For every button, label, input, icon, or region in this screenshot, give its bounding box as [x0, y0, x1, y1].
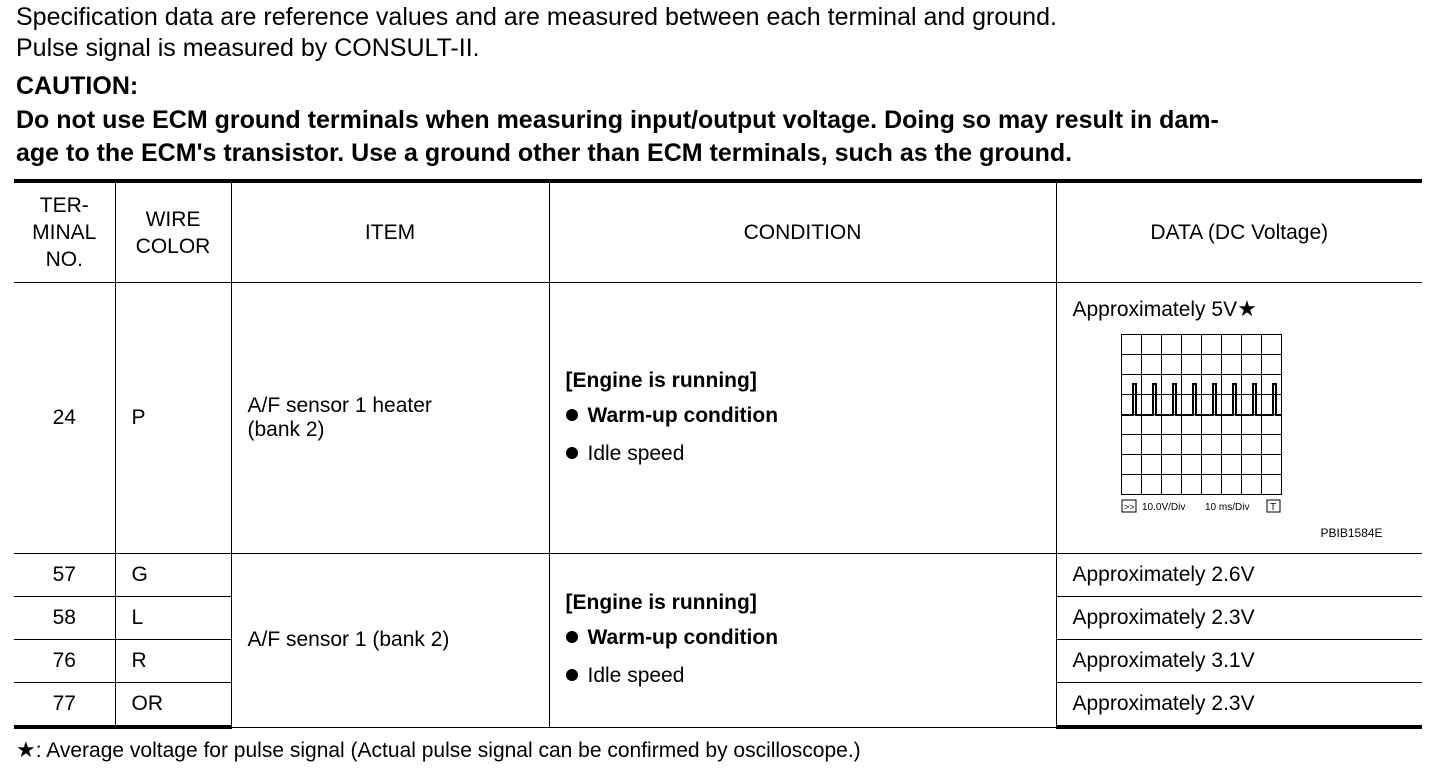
- terminal-cell: 58: [14, 597, 115, 640]
- data-value: [1073, 296, 1257, 322]
- header-terminal-line3: NO.: [45, 248, 83, 271]
- condition-list: [566, 402, 1056, 468]
- star-icon: ★: [1237, 296, 1257, 321]
- data-value-text: Approximately 5V: [1072, 298, 1238, 321]
- condition-cell: [549, 554, 1056, 728]
- header-wire-line1: WIRE: [145, 207, 201, 231]
- header-wire-line2: COLOR: [135, 234, 211, 258]
- data-cell: Approximately 2.3V: [1056, 683, 1422, 728]
- terminal-cell: 76: [14, 640, 115, 683]
- wire-color-cell: L: [115, 597, 231, 640]
- item-cell: A/F sensor 1 (bank 2): [231, 554, 549, 728]
- scope-volt-div: 10.0V/Div: [1141, 502, 1185, 513]
- data-cell: Approximately 2.6V: [1056, 554, 1422, 597]
- header-condition: CONDITION: [549, 181, 1056, 283]
- table-row: [14, 554, 1422, 597]
- terminal-cell: 57: [14, 554, 115, 597]
- table-row: [14, 283, 1422, 554]
- wire-color-cell: P: [115, 283, 231, 554]
- terminal-cell: 24: [14, 283, 115, 554]
- intro-line-2: Pulse signal is measured by CONSULT-II.: [16, 34, 480, 62]
- star-icon: ★: [16, 737, 36, 762]
- scope-ff-label: >>: [1123, 502, 1135, 512]
- terminal-cell: 77: [14, 683, 115, 728]
- caution-title: CAUTION:: [16, 72, 139, 100]
- caution-body: [16, 104, 1426, 170]
- condition-item: Warm-up condition: [566, 402, 1056, 430]
- header-terminal-no: [14, 181, 115, 283]
- scope-time-div: 10 ms/Div: [1204, 502, 1249, 513]
- figure-reference: PBIB1584E: [1320, 526, 1383, 540]
- item-cell: [231, 283, 549, 554]
- wire-color-cell: R: [115, 640, 231, 683]
- terminal-spec-table: [14, 179, 1422, 729]
- data-cell: Approximately 2.3V: [1056, 597, 1422, 640]
- caution-line-1: Do not use ECM ground terminals when measuring input/output voltage. Doing so may result in dam-: [16, 106, 1219, 134]
- footnote: [16, 737, 861, 763]
- condition-item: Idle speed: [566, 662, 1056, 690]
- condition-list: [566, 624, 1056, 690]
- header-data: DATA (DC Voltage): [1056, 181, 1422, 283]
- item-line-2: (bank 2): [247, 418, 325, 441]
- caution-line-2: age to the ECM's transistor. Use a ground other than ECM terminals, such as the ground.: [16, 139, 1073, 167]
- scope-trigger-label: T: [1269, 502, 1276, 513]
- condition-cell: [549, 283, 1056, 554]
- oscilloscope-waveform: [1121, 334, 1283, 516]
- intro-text: [16, 2, 1057, 64]
- condition-item: Idle speed: [566, 440, 1056, 468]
- wire-color-cell: OR: [115, 683, 231, 728]
- wire-color-cell: G: [115, 554, 231, 597]
- data-cell: Approximately 3.1V: [1056, 640, 1422, 683]
- item-line-1: A/F sensor 1 heater: [247, 394, 432, 417]
- header-wire-color: [115, 181, 231, 283]
- intro-line-1: Specification data are reference values and are measured between each terminal and ground.: [16, 3, 1057, 31]
- condition-item: Warm-up condition: [566, 624, 1056, 652]
- header-terminal-line2: MINAL: [32, 221, 97, 244]
- header-terminal-line1: TER-: [39, 194, 89, 217]
- condition-heading: [Engine is running]: [565, 590, 757, 614]
- condition-heading: [Engine is running]: [565, 368, 757, 392]
- footnote-text: : Average voltage for pulse signal (Actual pulse signal can be confirmed by oscilloscope.): [35, 739, 861, 762]
- header-item: ITEM: [231, 181, 549, 283]
- data-cell-waveform: [1056, 283, 1422, 554]
- table-header-row: [14, 181, 1422, 283]
